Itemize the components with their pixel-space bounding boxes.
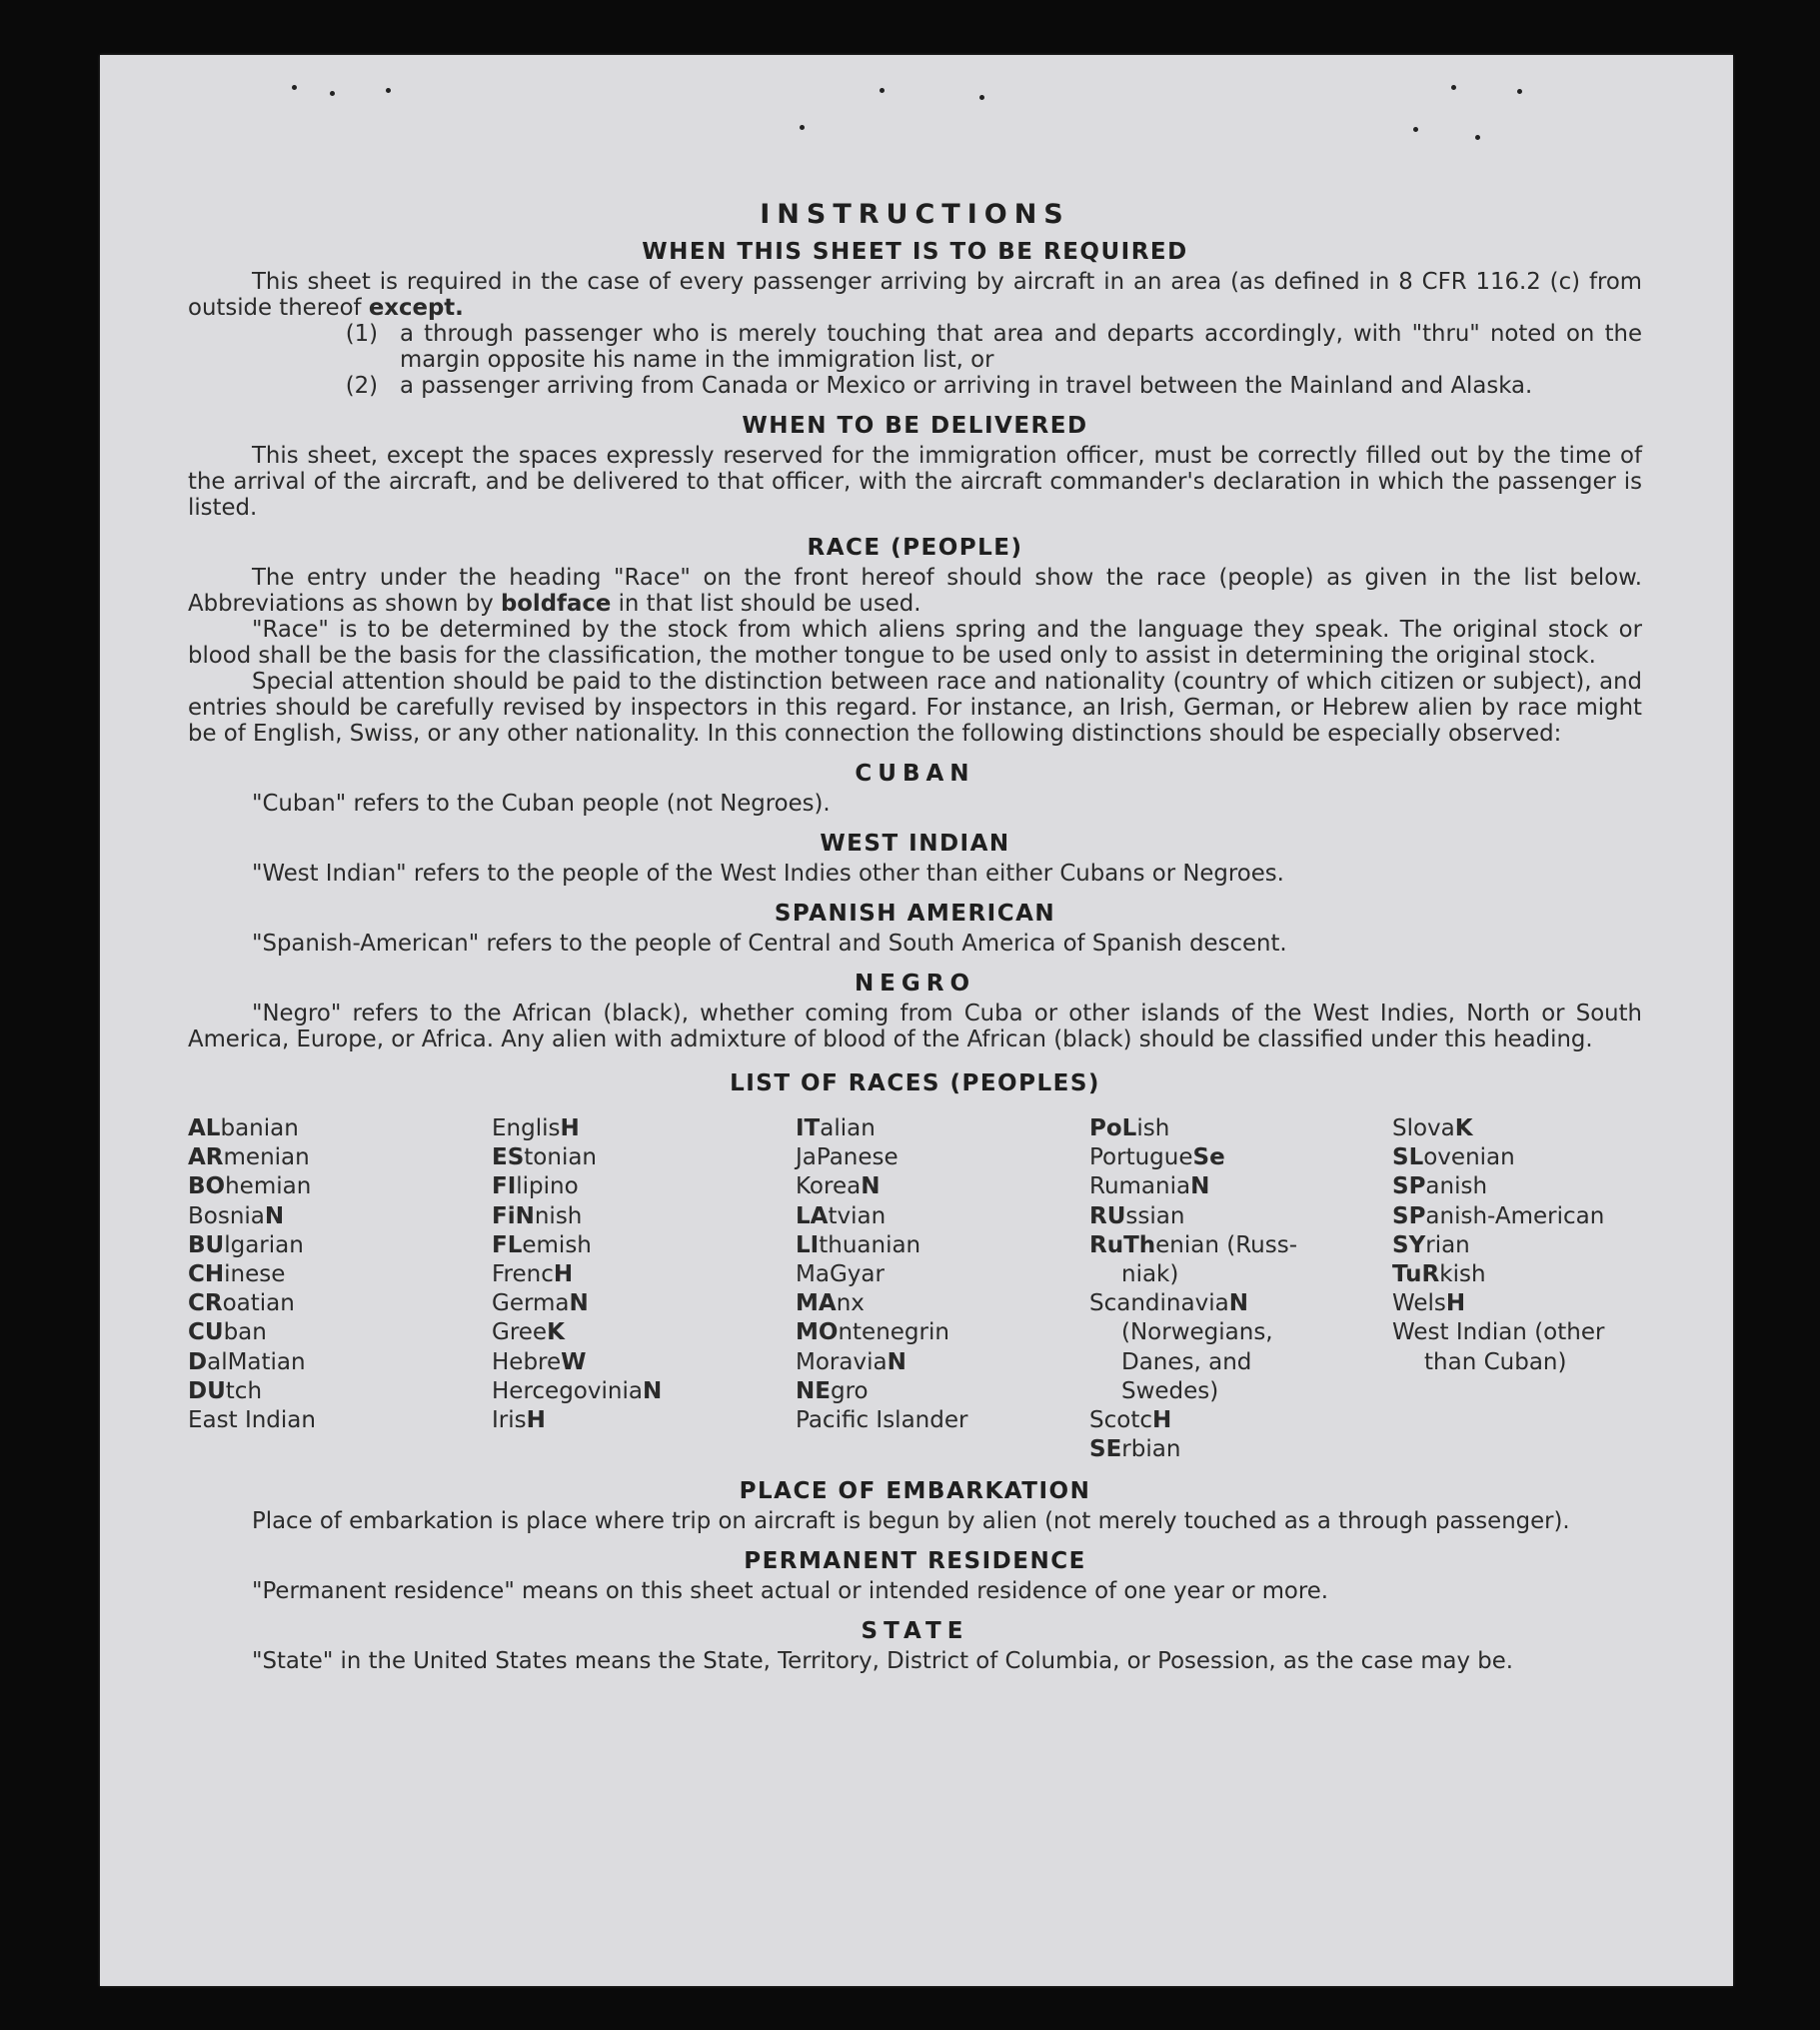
race-entry: ALbanian: [188, 1115, 299, 1141]
heading-spanish-american: SPANISH AMERICAN: [774, 901, 1056, 927]
race-entry: GreeK: [492, 1319, 565, 1346]
heading-when-required: WHEN THIS SHEET IS TO BE REQUIRED: [642, 239, 1188, 265]
race-entry: FiNnish: [492, 1202, 583, 1229]
race-entry: CRoatian: [188, 1290, 295, 1317]
race-entry: SPanish-American: [1392, 1202, 1605, 1229]
page-title: INSTRUCTIONS: [760, 199, 1070, 230]
para-cuban: "Cuban" refers to the Cuban people (not Negroes).: [252, 791, 831, 817]
race-entry: than Cuban): [1424, 1348, 1567, 1375]
speck-mark: [800, 125, 805, 130]
race-entry: MAnx: [796, 1290, 865, 1317]
heading-west-indian: WEST INDIAN: [820, 831, 1010, 857]
race-entry: MaGyar: [796, 1261, 885, 1288]
race-entry: BosniaN: [188, 1202, 285, 1229]
race-column: [1089, 1114, 1392, 1464]
race-entry: TuRkish: [1392, 1261, 1486, 1288]
race-entry: ARmenian: [188, 1144, 310, 1171]
race-column: [188, 1114, 492, 1464]
list-item: (1) a through passenger who is merely touching that area and departs accordingly, with "thru" noted on the margin opposite his name in the immigration list, or: [345, 321, 1642, 373]
speck-mark: [1451, 85, 1456, 90]
para-embarkation: Place of embarkation is place where trip on aircraft is begun by alien (not merely touched as a through passenger).: [252, 1508, 1570, 1535]
heading-race: RACE (PEOPLE): [807, 535, 1023, 561]
race-entry: RuThenian (Russ-: [1089, 1231, 1298, 1258]
speck-mark: [1517, 89, 1522, 94]
race-entry: BOhemian: [188, 1173, 312, 1200]
para-spanish-american: "Spanish-American" refers to the people of Central and South America of Spanish descent.: [252, 931, 1287, 957]
race-entry: (Norwegians,: [1121, 1319, 1273, 1346]
race-entry: ScandinaviaN: [1089, 1290, 1248, 1317]
race-entry: ScotcH: [1089, 1407, 1172, 1434]
speck-mark: [1413, 127, 1418, 132]
race-entry: GermaN: [492, 1290, 589, 1317]
race-entry: SPanish: [1392, 1173, 1488, 1200]
para-when-required: This sheet is required in the case of every passenger arriving by aircraft in an area (as defined in 8 CFR 116.2 (c) from outside thereof except.: [188, 269, 1642, 321]
race-entry: WelsH: [1392, 1290, 1466, 1317]
para-when-delivered: This sheet, except the spaces expressly reserved for the immigration officer, must be correctly filled out by the time of the arrival of the aircraft, and be delivered to that officer, with the aircraft commander's declaration in which the passenger is listed.: [188, 443, 1642, 521]
race-column: [796, 1114, 1089, 1464]
race-column: [1392, 1114, 1642, 1464]
document-body: [188, 195, 1642, 1674]
race-entry: niak): [1121, 1261, 1179, 1288]
race-entry: PoLish: [1089, 1115, 1170, 1141]
race-entry: SlovaK: [1392, 1115, 1473, 1141]
document-sheet: [100, 55, 1733, 1986]
race-entry: RumaniaN: [1089, 1173, 1210, 1200]
race-entry: LIthuanian: [796, 1231, 921, 1258]
para-permanent-residence: "Permanent residence" means on this sheet actual or intended residence of one year or more.: [252, 1578, 1328, 1605]
speck-mark: [330, 91, 335, 96]
race-entry: IrisH: [492, 1407, 546, 1434]
race-entry: DUtch: [188, 1377, 263, 1404]
races-list: [188, 1114, 1642, 1464]
race-column: [492, 1114, 796, 1464]
race-entry: Pacific Islander: [796, 1407, 968, 1434]
race-entry: KoreaN: [796, 1173, 881, 1200]
race-entry: CHinese: [188, 1261, 286, 1288]
race-entry: Swedes): [1121, 1377, 1219, 1404]
heading-state: STATE: [861, 1618, 969, 1645]
race-entry: BUlgarian: [188, 1231, 304, 1258]
heading-when-delivered: WHEN TO BE DELIVERED: [742, 413, 1088, 439]
speck-mark: [386, 88, 391, 93]
race-entry: EStonian: [492, 1144, 598, 1171]
race-entry: EnglisH: [492, 1115, 580, 1141]
race-entry: East Indian: [188, 1407, 316, 1434]
heading-list-of-races: LIST OF RACES (PEOPLES): [730, 1070, 1100, 1096]
heading-cuban: CUBAN: [855, 761, 975, 787]
para-west-indian: "West Indian" refers to the people of the West Indies other than either Cubans or Negroes.: [252, 861, 1284, 887]
race-entry: DalMatian: [188, 1348, 306, 1375]
heading-permanent-residence: PERMANENT RESIDENCE: [744, 1548, 1086, 1575]
race-entry: FIlipino: [492, 1173, 579, 1200]
race-entry: LAtvian: [796, 1202, 887, 1229]
race-entry: FrencH: [492, 1261, 574, 1288]
para-race-2: "Race" is to be determined by the stock from which aliens spring and the language they speak. The original stock or blood shall be the basis for the classification, the mother tongue to be used only to assist in determining the original stock.: [188, 617, 1642, 669]
para-race-3: Special attention should be paid to the distinction between race and nationality (country of which citizen or subject), and entries should be carefully revised by inspectors in this regard. For instance, an Irish, German, or Hebrew alien by race might be of English, Swiss, or any other nationality. In this connection the following distinctions should be especially observed:: [188, 669, 1642, 747]
race-entry: West Indian (other: [1392, 1319, 1605, 1346]
para-negro: "Negro" refers to the African (black), whether coming from Cuba or other islands of the West Indies, North or South America, Europe, or Africa. Any alien with admixture of blood of the African (black) should be classified under this heading.: [188, 1001, 1642, 1052]
speck-mark: [880, 88, 885, 93]
race-entry: HercegoviniaN: [492, 1377, 663, 1404]
heading-embarkation: PLACE OF EMBARKATION: [739, 1478, 1091, 1505]
speck-mark: [979, 95, 984, 100]
race-entry: MoraviaN: [796, 1348, 907, 1375]
speck-mark: [292, 85, 297, 90]
race-entry: SErbian: [1089, 1436, 1181, 1463]
heading-negro: NEGRO: [854, 971, 976, 997]
race-entry: RUssian: [1089, 1202, 1185, 1229]
race-entry: PortugueSe: [1089, 1144, 1225, 1171]
list-item: (2) a passenger arriving from Canada or Mexico or arriving in travel between the Mainland and Alaska.: [345, 373, 1533, 399]
race-entry: HebreW: [492, 1348, 587, 1375]
race-entry: MOntenegrin: [796, 1319, 949, 1346]
race-entry: NEgro: [796, 1377, 869, 1404]
race-entry: Danes, and: [1121, 1348, 1252, 1375]
race-entry: JaPanese: [796, 1144, 899, 1171]
race-entry: ITalian: [796, 1115, 876, 1141]
race-entry: SLovenian: [1392, 1144, 1515, 1171]
race-entry: SYrian: [1392, 1231, 1470, 1258]
race-entry: CUban: [188, 1319, 267, 1346]
para-state: "State" in the United States means the State, Territory, District of Columbia, or Posession, as the case may be.: [252, 1648, 1513, 1675]
speck-mark: [1475, 135, 1480, 140]
race-entry: FLemish: [492, 1231, 592, 1258]
para-race-1: The entry under the heading "Race" on the front hereof should show the race (people) as given in the list below. Abbreviations as shown by boldface in that list should be used.: [188, 565, 1642, 617]
